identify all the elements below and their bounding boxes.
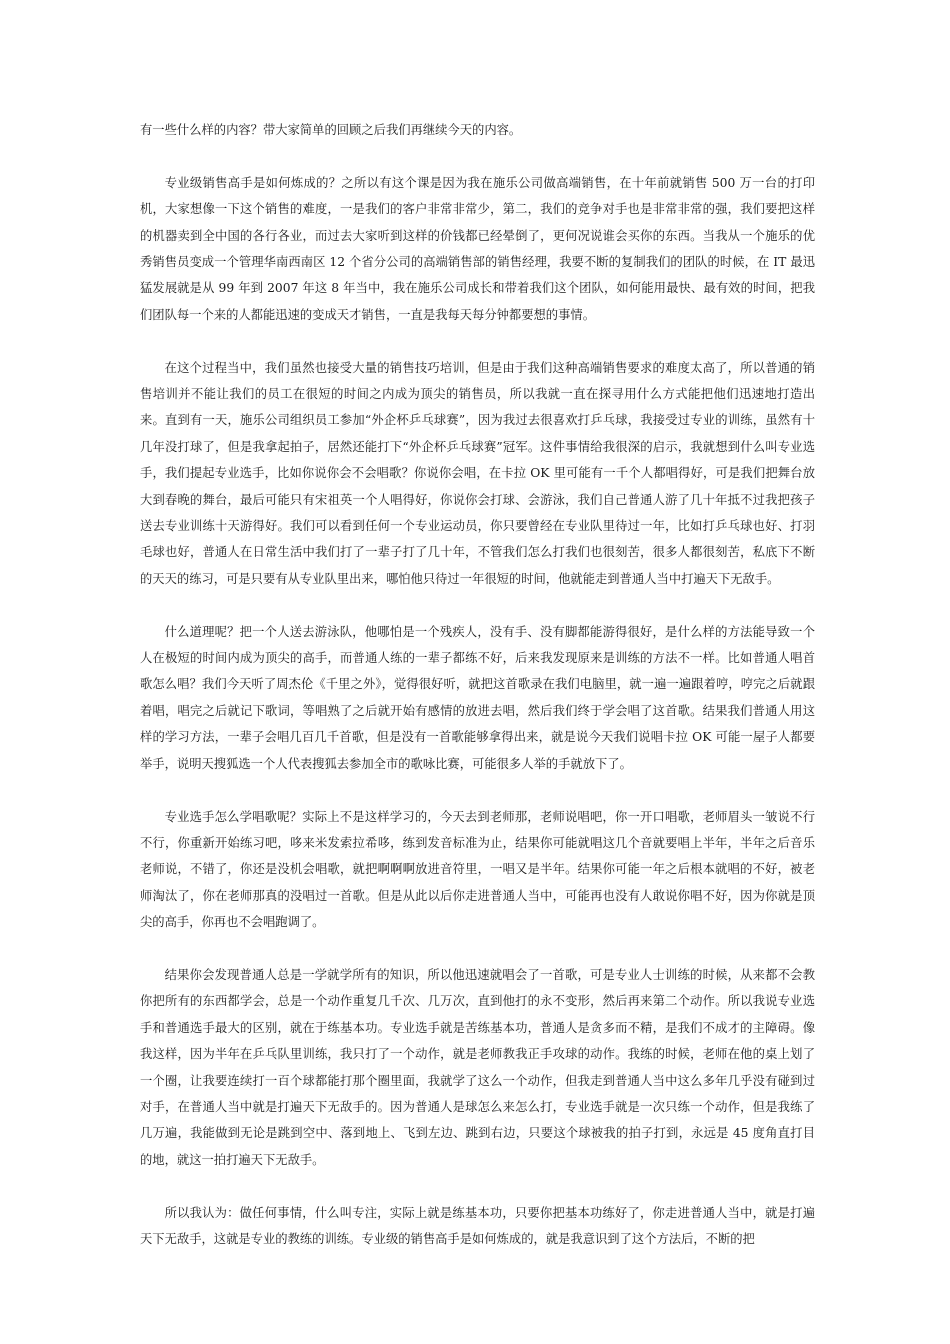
paragraph-pingpong-insight: 在这个过程当中，我们虽然也接受大量的销售技巧培训，但是由于我们这种高端销售要求的难度太高了，所以普通的销售培训并不能让我们的员工在很短的时间之内成为顶尖的销售员，所以我就一直在探寻用什么方式能把他们迅速地打造出来。直到有一天，施乐公司组织员工参加“外企杯乒乓球赛”，因为我过去很喜欢打乒乓球，我接受过专业的训练，虽然有十几年没打球了，但是我拿起拍子，居然还能打下“外企杯乒乓球赛”冠军。这件事情给我很深的启示，我就想到什么叫专业选手，我们提起专业选手，比如你说你会不会唱歌？你说你会唱，在卡拉 OK 里可能有一千个人都唱得好，可是我们把舞台放大到春晚的舞台，最后可能只有宋祖英一个人唱得好，你说你会打球、会游泳，我们自己普通人游了几十年抵不过我把孩子送去专业训练十天游得好。我们可以看到任何一个专业运动员，你只要曾经在专业队里待过一年，比如打乒乓球也好、打羽毛球也好，普通人在日常生活中我们打了一辈子打了几十年，不管我们怎么打我们也很刻苦，很多人都很刻苦，私底下不断的天天的练习，可是只要有从专业队里出来，哪怕他只待过一年很短的时间，他就能走到普通人当中打遍天下无敌手。	[140, 360, 815, 586]
paragraph-basic-skills: 结果你会发现普通人总是一学就学所有的知识，所以他迅速就唱会了一首歌，可是专业人士训练的时候，从来都不会教你把所有的东西都学会，总是一个动作重复几千次、几万次，直到他打的永不变形，然后再来第二个动作。所以我说专业选手和普通选手最大的区别，就在于练基本功。专业选手就是苦练基本功，普通人是贪多而不精，是我们不成才的主障碍。像我这样，因为半年在乒乓队里训练，我只打了一个动作，就是老师教我正手攻球的动作。我练的时候，老师在他的桌上划了一个圈，让我要连续打一百个球都能打那个圈里面，我就学了这么一个动作，但我走到普通人当中这么多年几乎没有碰到过对手，在普通人当中就是打遍天下无敌手的。因为普通人是球怎么来怎么打，专业选手就是一次只练一个动作，但是我练了几万遍，我能做到无论是跳到空中、落到地上、飞到左边、跳到右边，只要这个球被我的拍子打到，永远是 45 度角直打目的地，就这一拍打遍天下无敌手。	[140, 967, 815, 1167]
paragraph-intro: 有一些什么样的内容？带大家简单的回顾之后我们再继续今天的内容。	[140, 123, 522, 137]
paragraph-professional-singing: 专业选手怎么学唱歌呢？实际上不是这样学习的，今天去到老师那，老师说唱吧，你一开口唱歌，老师眉头一皱说不行不行，你重新开始练习吧，哆来米发索拉希哆，练到发音标准为止，结果你可能就唱这几个音就要唱上半年，半年之后音乐老师说，不错了，你还是没机会唱歌，就把啊啊啊放进音符里，一唱又是半年。结果你可能一年之后根本就唱的不好，被老师淘汰了，你在老师那真的没唱过一首歌。但是从此以后你走进普通人当中，可能再也没有人敢说你唱不好，因为你就是顶尖的高手，你再也不会唱跑调了。	[140, 809, 815, 930]
paragraph-xerox-sales: 专业级销售高手是如何炼成的？之所以有这个课是因为我在施乐公司做高端销售，在十年前就销售 500 万一台的打印机，大家想像一下这个销售的难度，一是我们的客户非常非常少，第二，我们的竞争对手也是非常非常的强，我们要把这样的机器卖到全中国的各行各业，而过去大家听到这样的价钱都已经晕倒了，更何况说谁会买你的东西。当我从一个施乐的优秀销售员变成一个管理华南西南区 12 个省分公司的高端销售部的销售经理，我要不断的复制我们的团队的时候，在 IT 最迅猛发展就是从 99 年到 2007 年这 8 年当中，我在施乐公司成长和带着我们这个团队，如何能用最快、最有效的时间，把我们团队每一个来的人都能迅速的变成天才销售，一直是我每天每分钟都要想的事情。	[140, 175, 815, 322]
document-body	[140, 117, 815, 1279]
paragraph-training-method: 什么道理呢？把一个人送去游泳队，他哪怕是一个残疾人，没有手、没有脚都能游得很好，是什么样的方法能导致一个人在极短的时间内成为顶尖的高手，而普通人练的一辈子都练不好，后来我发现原来是训练的方法不一样。比如普通人唱首歌怎么唱？我们今天听了周杰伦《千里之外》，觉得很好听，就把这首歌录在我们电脑里，就一遍一遍跟着哼，哼完之后就跟着唱，唱完之后就记下歌词，等唱熟了之后就开始有感情的放进去唱，然后我们终于学会唱了这首歌。结果我们普通人用这样的学习方法，一辈子会唱几百几千首歌，但是没有一首歌能够拿得出来，就是说今天我们说唱卡拉 OK 可能一屋子人都要举手，说明天搜狐选一个人代表搜狐去参加全市的歌咏比赛，可能很多人举的手就放下了。	[140, 624, 815, 771]
paragraph-conclusion: 所以我认为：做任何事情，什么叫专注，实际上就是练基本功，只要你把基本功练好了，你走进普通人当中，就是打遍天下无敌手，这就是专业的教练的训练。专业级的销售高手是如何炼成的，就是我意识到了这个方法后，不断的把	[140, 1205, 815, 1246]
